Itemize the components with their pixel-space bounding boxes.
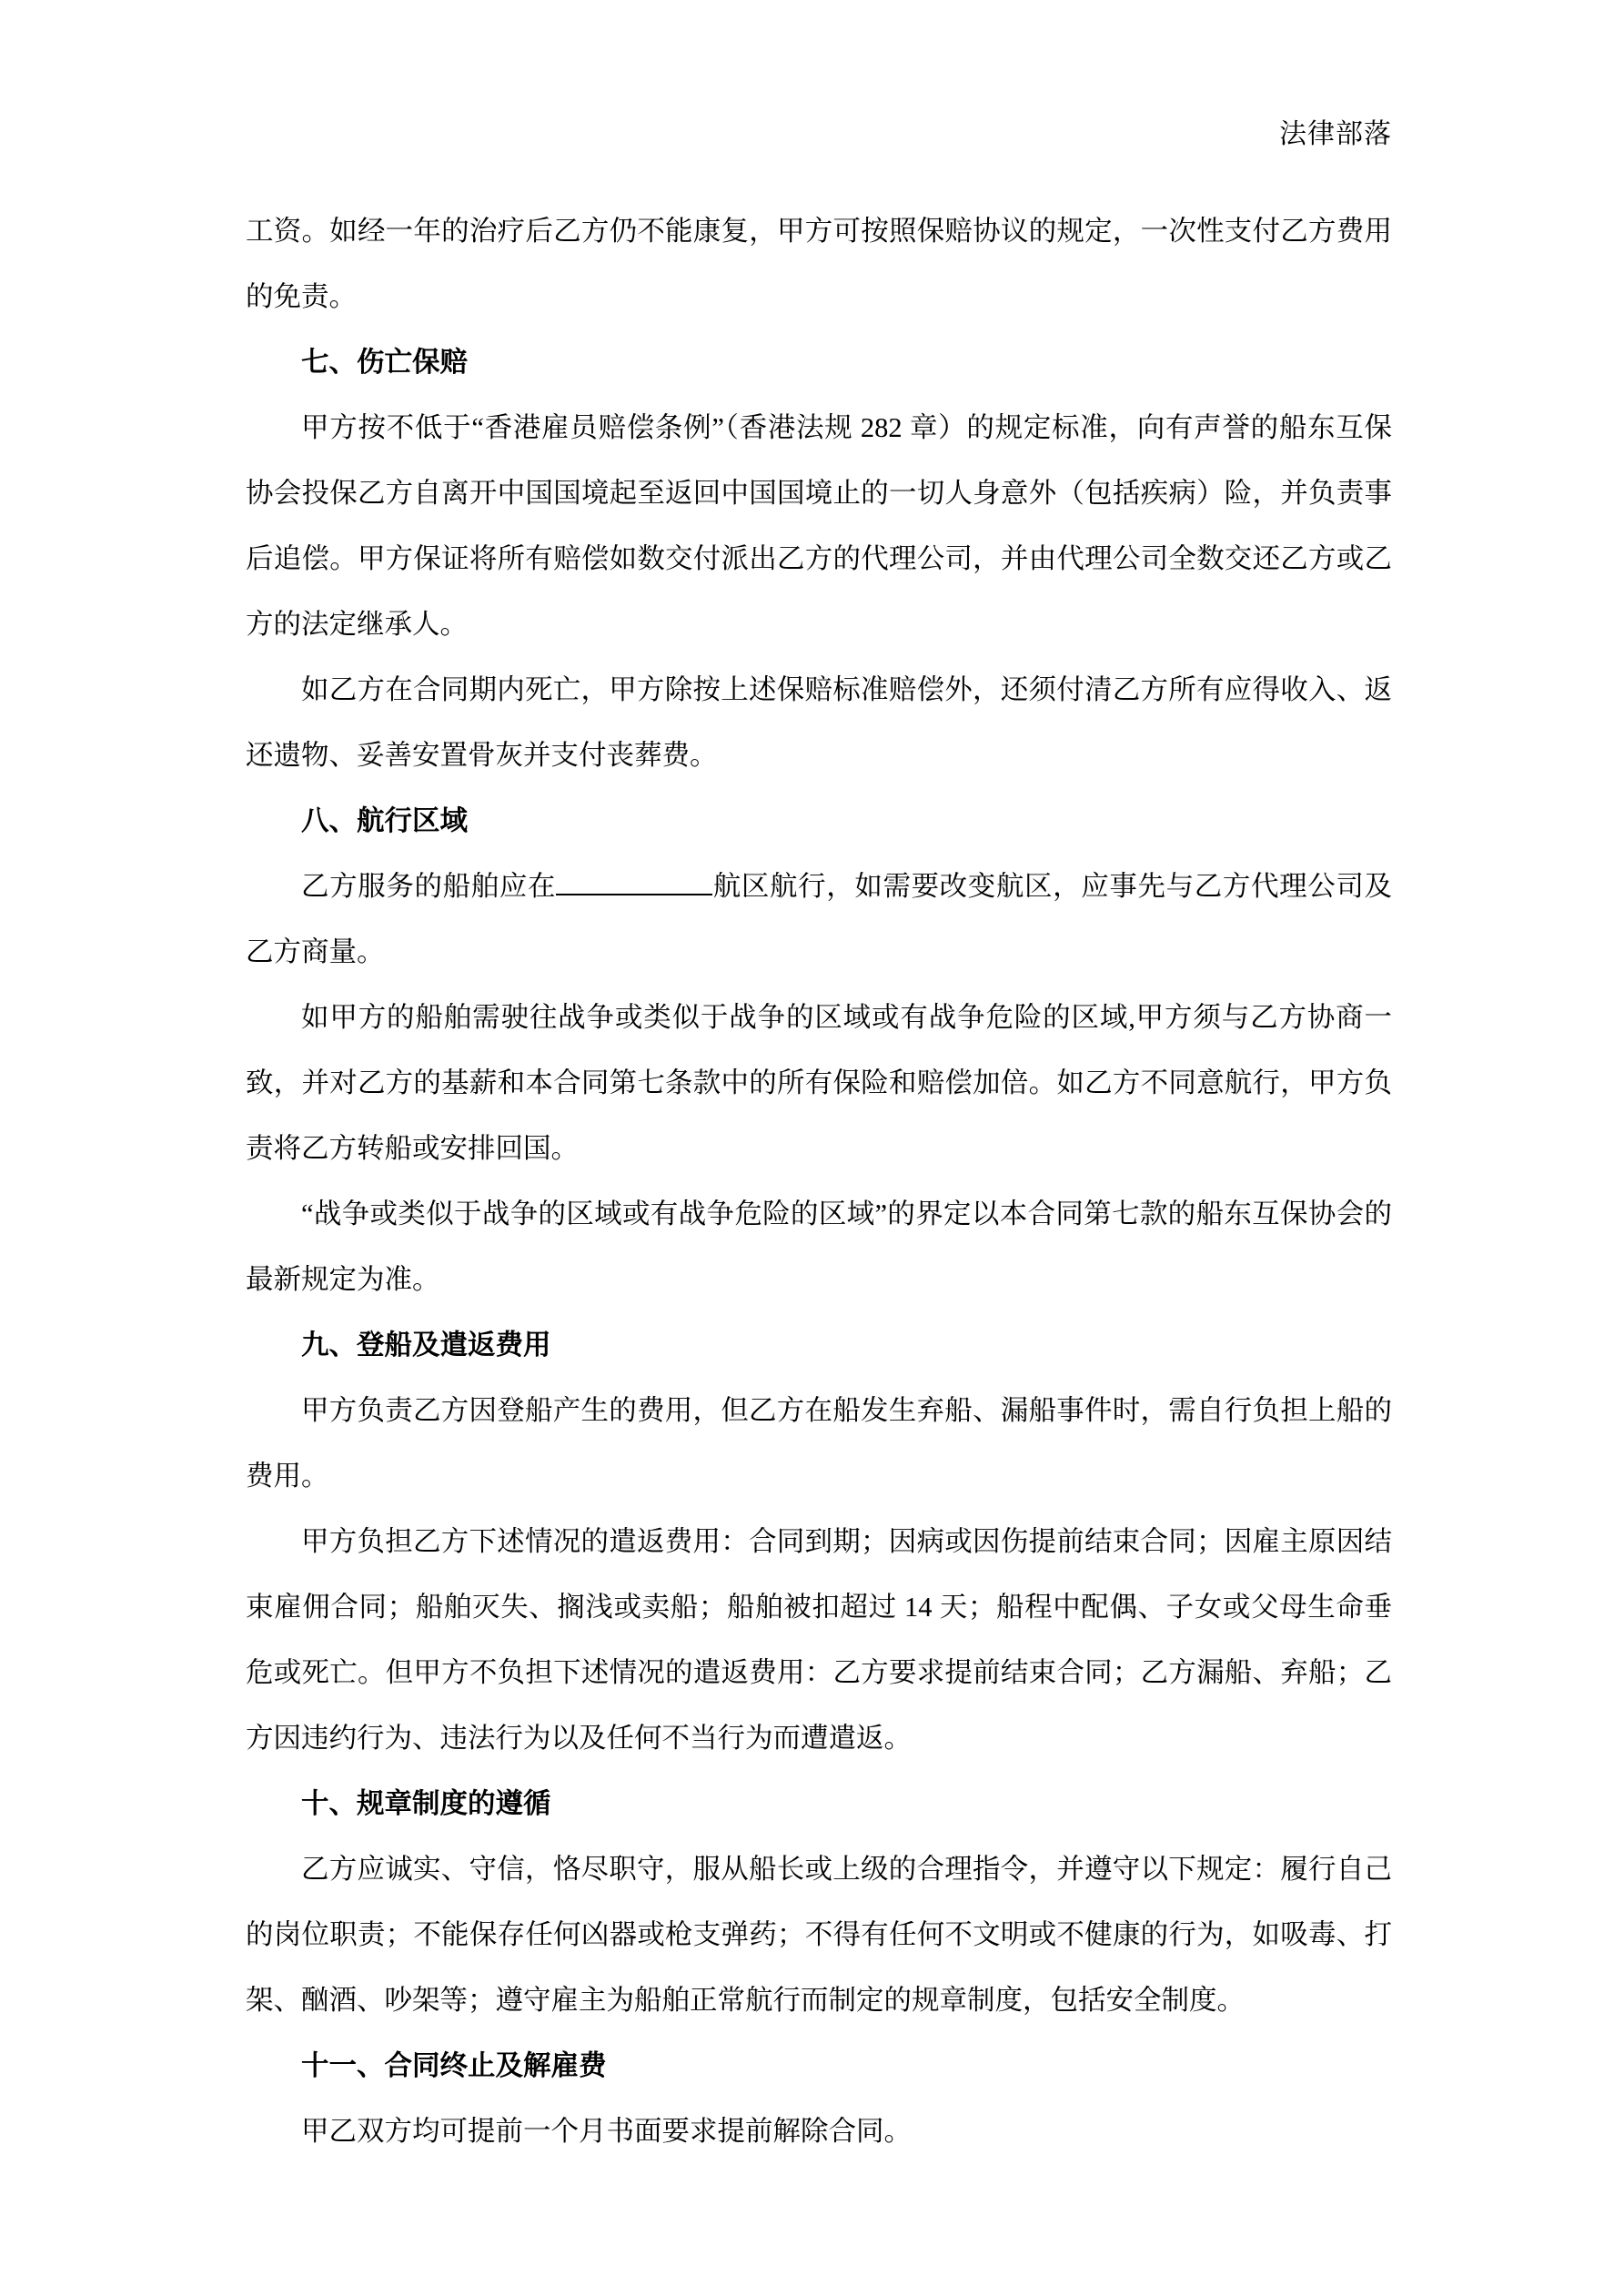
paragraph: 如乙方在合同期内死亡，甲方除按上述保赔标准赔偿外，还须付清乙方所有应得收入、返还遗物、妥善安置骨灰并支付丧葬费。: [246, 674, 1392, 771]
watermark-brand: 法律部落: [1279, 119, 1392, 149]
paragraph: 甲方负责乙方因登船产生的费用，但乙方在船发生弃船、漏船事件时，需自行负担上船的费用。: [246, 1395, 1392, 1492]
paragraph: 乙方应诚实、守信，恪尽职守，服从船长或上级的合理指令，并遵守以下规定：履行自己的岗位职责；不能保存任何凶器或枪支弹药；不得有任何不文明或不健康的行为，如吸毒、打架、酗酒、吵架等；遵守雇主为船舶正常航行而制定的规章制度，包括安全制度。: [246, 1854, 1392, 2016]
section-heading: 十、规章制度的遵循: [301, 1788, 551, 1819]
paragraph: 甲方负担乙方下述情况的遣返费用：合同到期；因病或因伤提前结束合同；因雇主原因结束雇佣合同；船舶灭失、搁浅或卖船；船舶被扣超过 14 天；船程中配偶、子女或父母生命垂危或死亡。但甲方不负担下述情况的遣返费用：乙方要求提前结束合同；乙方漏船、弃船；乙方因违约行为、违法行为以及任何不当行为而遭遣返。: [246, 1526, 1392, 1754]
section-heading: 十一、合同终止及解雇费: [301, 2050, 607, 2081]
paragraph: 工资。如经一年的治疗后乙方仍不能康复，甲方可按照保赔协议的规定，一次性支付乙方费用的免责。: [246, 216, 1392, 312]
paragraph: “战争或类似于战争的区域或有战争危险的区域”的界定以本合同第七款的船东互保协会的最新规定为准。: [246, 1199, 1392, 1295]
section-heading: 九、登船及遣返费用: [301, 1330, 551, 1360]
paragraph: 如甲方的船舶需驶往战争或类似于战争的区域或有战争危险的区域,甲方须与乙方协商一致，并对乙方的基薪和本合同第七条款中的所有保险和赔偿加倍。如乙方不同意航行，甲方负责将乙方转船或安排回国。: [246, 1002, 1392, 1164]
fill-in-blank: [556, 890, 712, 895]
section-heading: 七、伤亡保赔: [301, 347, 468, 378]
paragraph: 甲方按不低于“香港雇员赔偿条例”（香港法规 282 章）的规定标准，向有声誉的船东互保协会投保乙方自离开中国国境起至返回中国国境止的一切人身意外（包括疾病）险，并负责事后追偿。甲方保证将所有赔偿如数交付派出乙方的代理公司，并由代理公司全数交还乙方或乙方的法定继承人。: [246, 412, 1392, 640]
section-heading: 八、航行区域: [301, 805, 468, 836]
paragraph: 甲乙双方均可提前一个月书面要求提前解除合同。: [301, 2116, 912, 2147]
paragraph: 乙方服务的船舶应在 航区航行，如需要改变航区，应事先与乙方代理公司及乙方商量。: [246, 871, 1393, 967]
document-body: [246, 198, 1392, 2164]
